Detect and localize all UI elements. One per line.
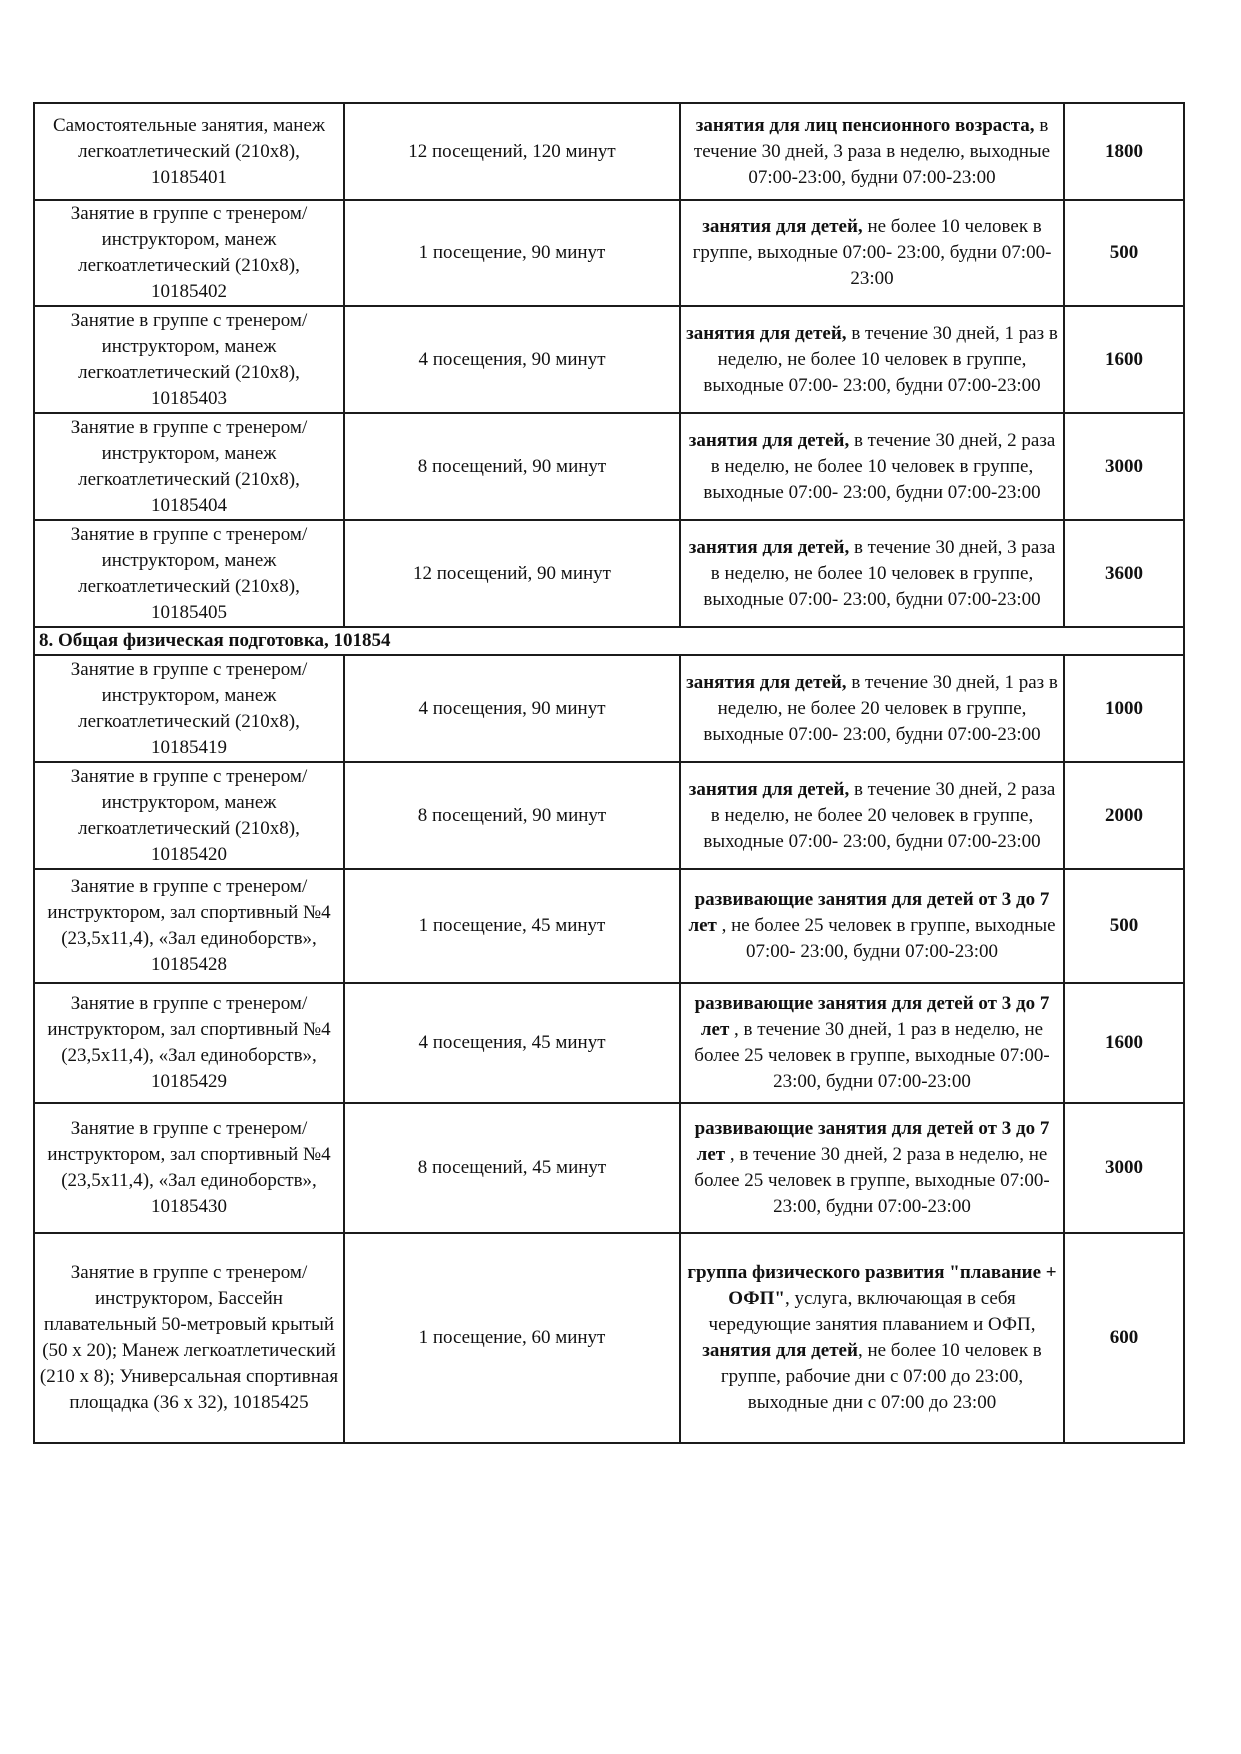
conditions-bold: развивающие занятия для детей от 3 до 7 лет xyxy=(688,889,1050,936)
conditions-bold: занятия для детей, xyxy=(686,671,847,693)
service-name: Занятие в группе с тренером/инструктором, манеж легкоатлетический (210х8), 10185403 xyxy=(34,306,344,413)
conditions-bold: развивающие занятия для детей от 3 до 7 лет xyxy=(694,993,1050,1040)
conditions xyxy=(680,413,1064,520)
conditions-text: в течение 30 дней, 2 раза в неделю, не более 10 человек в группе, выходные 07:00- 23:00, будни 07:00-23:00 xyxy=(703,429,1056,503)
table-row xyxy=(34,1233,1184,1443)
conditions xyxy=(680,103,1064,200)
conditions-text: , не более 25 человек в группе, выходные 07:00- 23:00, будни 07:00-23:00 xyxy=(716,915,1056,962)
conditions xyxy=(680,200,1064,306)
price: 500 xyxy=(1064,869,1184,983)
conditions-bold: развивающие занятия для детей от 3 до 7 лет xyxy=(694,1118,1050,1165)
conditions xyxy=(680,1103,1064,1233)
price: 1600 xyxy=(1064,983,1184,1103)
price: 1600 xyxy=(1064,306,1184,413)
table-row xyxy=(34,306,1184,413)
conditions xyxy=(680,520,1064,627)
conditions xyxy=(680,306,1064,413)
price-table xyxy=(33,102,1185,1444)
conditions-text: , не более 10 человек в группе, рабочие дни с 07:00 до 23:00, выходные дни с 07:00 до 23:00 xyxy=(720,1340,1042,1413)
conditions-text: , в течение 30 дней, 1 раз в неделю, не более 25 человек в группе, выходные 07:00- 23:00, будни 07:00-23:00 xyxy=(694,1019,1050,1092)
conditions xyxy=(680,983,1064,1103)
service-name: Занятие в группе с тренером/инструктором, манеж легкоатлетический (210х8), 10185419 xyxy=(34,655,344,762)
conditions-bold: занятия для лиц пенсионного возраста, xyxy=(695,114,1035,136)
table-row xyxy=(34,413,1184,520)
table-row xyxy=(34,103,1184,200)
conditions xyxy=(680,762,1064,869)
visits-duration: 8 посещений, 90 минут xyxy=(344,413,680,520)
conditions-bold: занятия для детей, xyxy=(702,216,863,237)
section-row xyxy=(34,627,1184,655)
visits-duration: 1 посещение, 60 минут xyxy=(344,1233,680,1443)
conditions-bold: группа физического развития "плавание + ОФП" xyxy=(687,1262,1057,1309)
service-name: Занятие в группе с тренером/инструктором, манеж легкоатлетический (210х8), 10185405 xyxy=(34,520,344,627)
visits-duration: 4 посещения, 45 минут xyxy=(344,983,680,1103)
conditions xyxy=(680,655,1064,762)
conditions xyxy=(680,869,1064,983)
table-row xyxy=(34,655,1184,762)
table-row xyxy=(34,983,1184,1103)
visits-duration: 4 посещения, 90 минут xyxy=(344,655,680,762)
conditions-text: , в течение 30 дней, 2 раза в неделю, не более 25 человек в группе, выходные 07:00- 23:00, будни 07:00-23:00 xyxy=(694,1144,1050,1217)
section-title: 8. Общая физическая подготовка, 101854 xyxy=(34,627,1184,655)
conditions-bold: занятия для детей xyxy=(702,1340,858,1361)
visits-duration: 1 посещение, 90 минут xyxy=(344,200,680,306)
table-row xyxy=(34,1103,1184,1233)
conditions-text: , услуга, включающая в себя чередующие занятия плаванием и ОФП, xyxy=(708,1288,1036,1335)
table-row xyxy=(34,520,1184,627)
conditions-text: не более 10 человек в группе, выходные 07:00- 23:00, будни 07:00-23:00 xyxy=(692,216,1052,289)
price: 500 xyxy=(1064,200,1184,306)
service-name: Занятие в группе с тренером/инструктором, Бассейн плавательный 50-метровый крытый (50 х 20); Манеж легкоатлетический (210 х 8); Универсальная спортивная площадка (36 х 32), 10185425 xyxy=(34,1233,344,1443)
conditions-text: в течение 30 дней, 3 раза в неделю, не более 10 человек в группе, выходные 07:00- 23:00, будни 07:00-23:00 xyxy=(703,536,1056,610)
conditions xyxy=(680,1233,1064,1443)
conditions-bold: занятия для детей, xyxy=(688,429,850,451)
table-row xyxy=(34,200,1184,306)
service-name: Занятие в группе с тренером/инструктором, зал спортивный №4 (23,5х11,4), «Зал единоборств», 10185429 xyxy=(34,983,344,1103)
price: 600 xyxy=(1064,1233,1184,1443)
price: 1800 xyxy=(1064,103,1184,200)
service-name: Самостоятельные занятия, манеж легкоатлетический (210х8), 10185401 xyxy=(34,103,344,200)
price: 3600 xyxy=(1064,520,1184,627)
conditions-text: в течение 30 дней, 2 раза в неделю, не более 20 человек в группе, выходные 07:00- 23:00, будни 07:00-23:00 xyxy=(703,778,1056,852)
conditions-text: в течение 30 дней, 1 раз в неделю, не более 20 человек в группе, выходные 07:00- 23:00, будни 07:00-23:00 xyxy=(703,671,1058,745)
visits-duration: 8 посещений, 45 минут xyxy=(344,1103,680,1233)
service-name: Занятие в группе с тренером/инструктором, зал спортивный №4 (23,5х11,4), «Зал единоборств», 10185428 xyxy=(34,869,344,983)
table-row xyxy=(34,762,1184,869)
table-row xyxy=(34,869,1184,983)
conditions-bold: занятия для детей, xyxy=(686,322,847,344)
visits-duration: 8 посещений, 90 минут xyxy=(344,762,680,869)
price: 3000 xyxy=(1064,413,1184,520)
visits-duration: 12 посещений, 120 минут xyxy=(344,103,680,200)
conditions-bold: занятия для детей, xyxy=(688,536,850,558)
price: 1000 xyxy=(1064,655,1184,762)
service-name: Занятие в группе с тренером/инструктором, манеж легкоатлетический (210х8), 10185420 xyxy=(34,762,344,869)
visits-duration: 1 посещение, 45 минут xyxy=(344,869,680,983)
conditions-text: в течение 30 дней, 1 раз в неделю, не более 10 человек в группе, выходные 07:00- 23:00, будни 07:00-23:00 xyxy=(703,322,1058,396)
service-name: Занятие в группе с тренером/инструктором, зал спортивный №4 (23,5х11,4), «Зал единоборств», 10185430 xyxy=(34,1103,344,1233)
service-name: Занятие в группе с тренером/инструктором, манеж легкоатлетический (210х8), 10185402 xyxy=(34,200,344,306)
service-name: Занятие в группе с тренером/инструктором, манеж легкоатлетический (210х8), 10185404 xyxy=(34,413,344,520)
price: 3000 xyxy=(1064,1103,1184,1233)
price: 2000 xyxy=(1064,762,1184,869)
conditions-bold: занятия для детей, xyxy=(688,778,850,800)
visits-duration: 4 посещения, 90 минут xyxy=(344,306,680,413)
visits-duration: 12 посещений, 90 минут xyxy=(344,520,680,627)
conditions-text: в течение 30 дней, 3 раза в неделю, выходные 07:00-23:00, будни 07:00-23:00 xyxy=(693,114,1051,188)
